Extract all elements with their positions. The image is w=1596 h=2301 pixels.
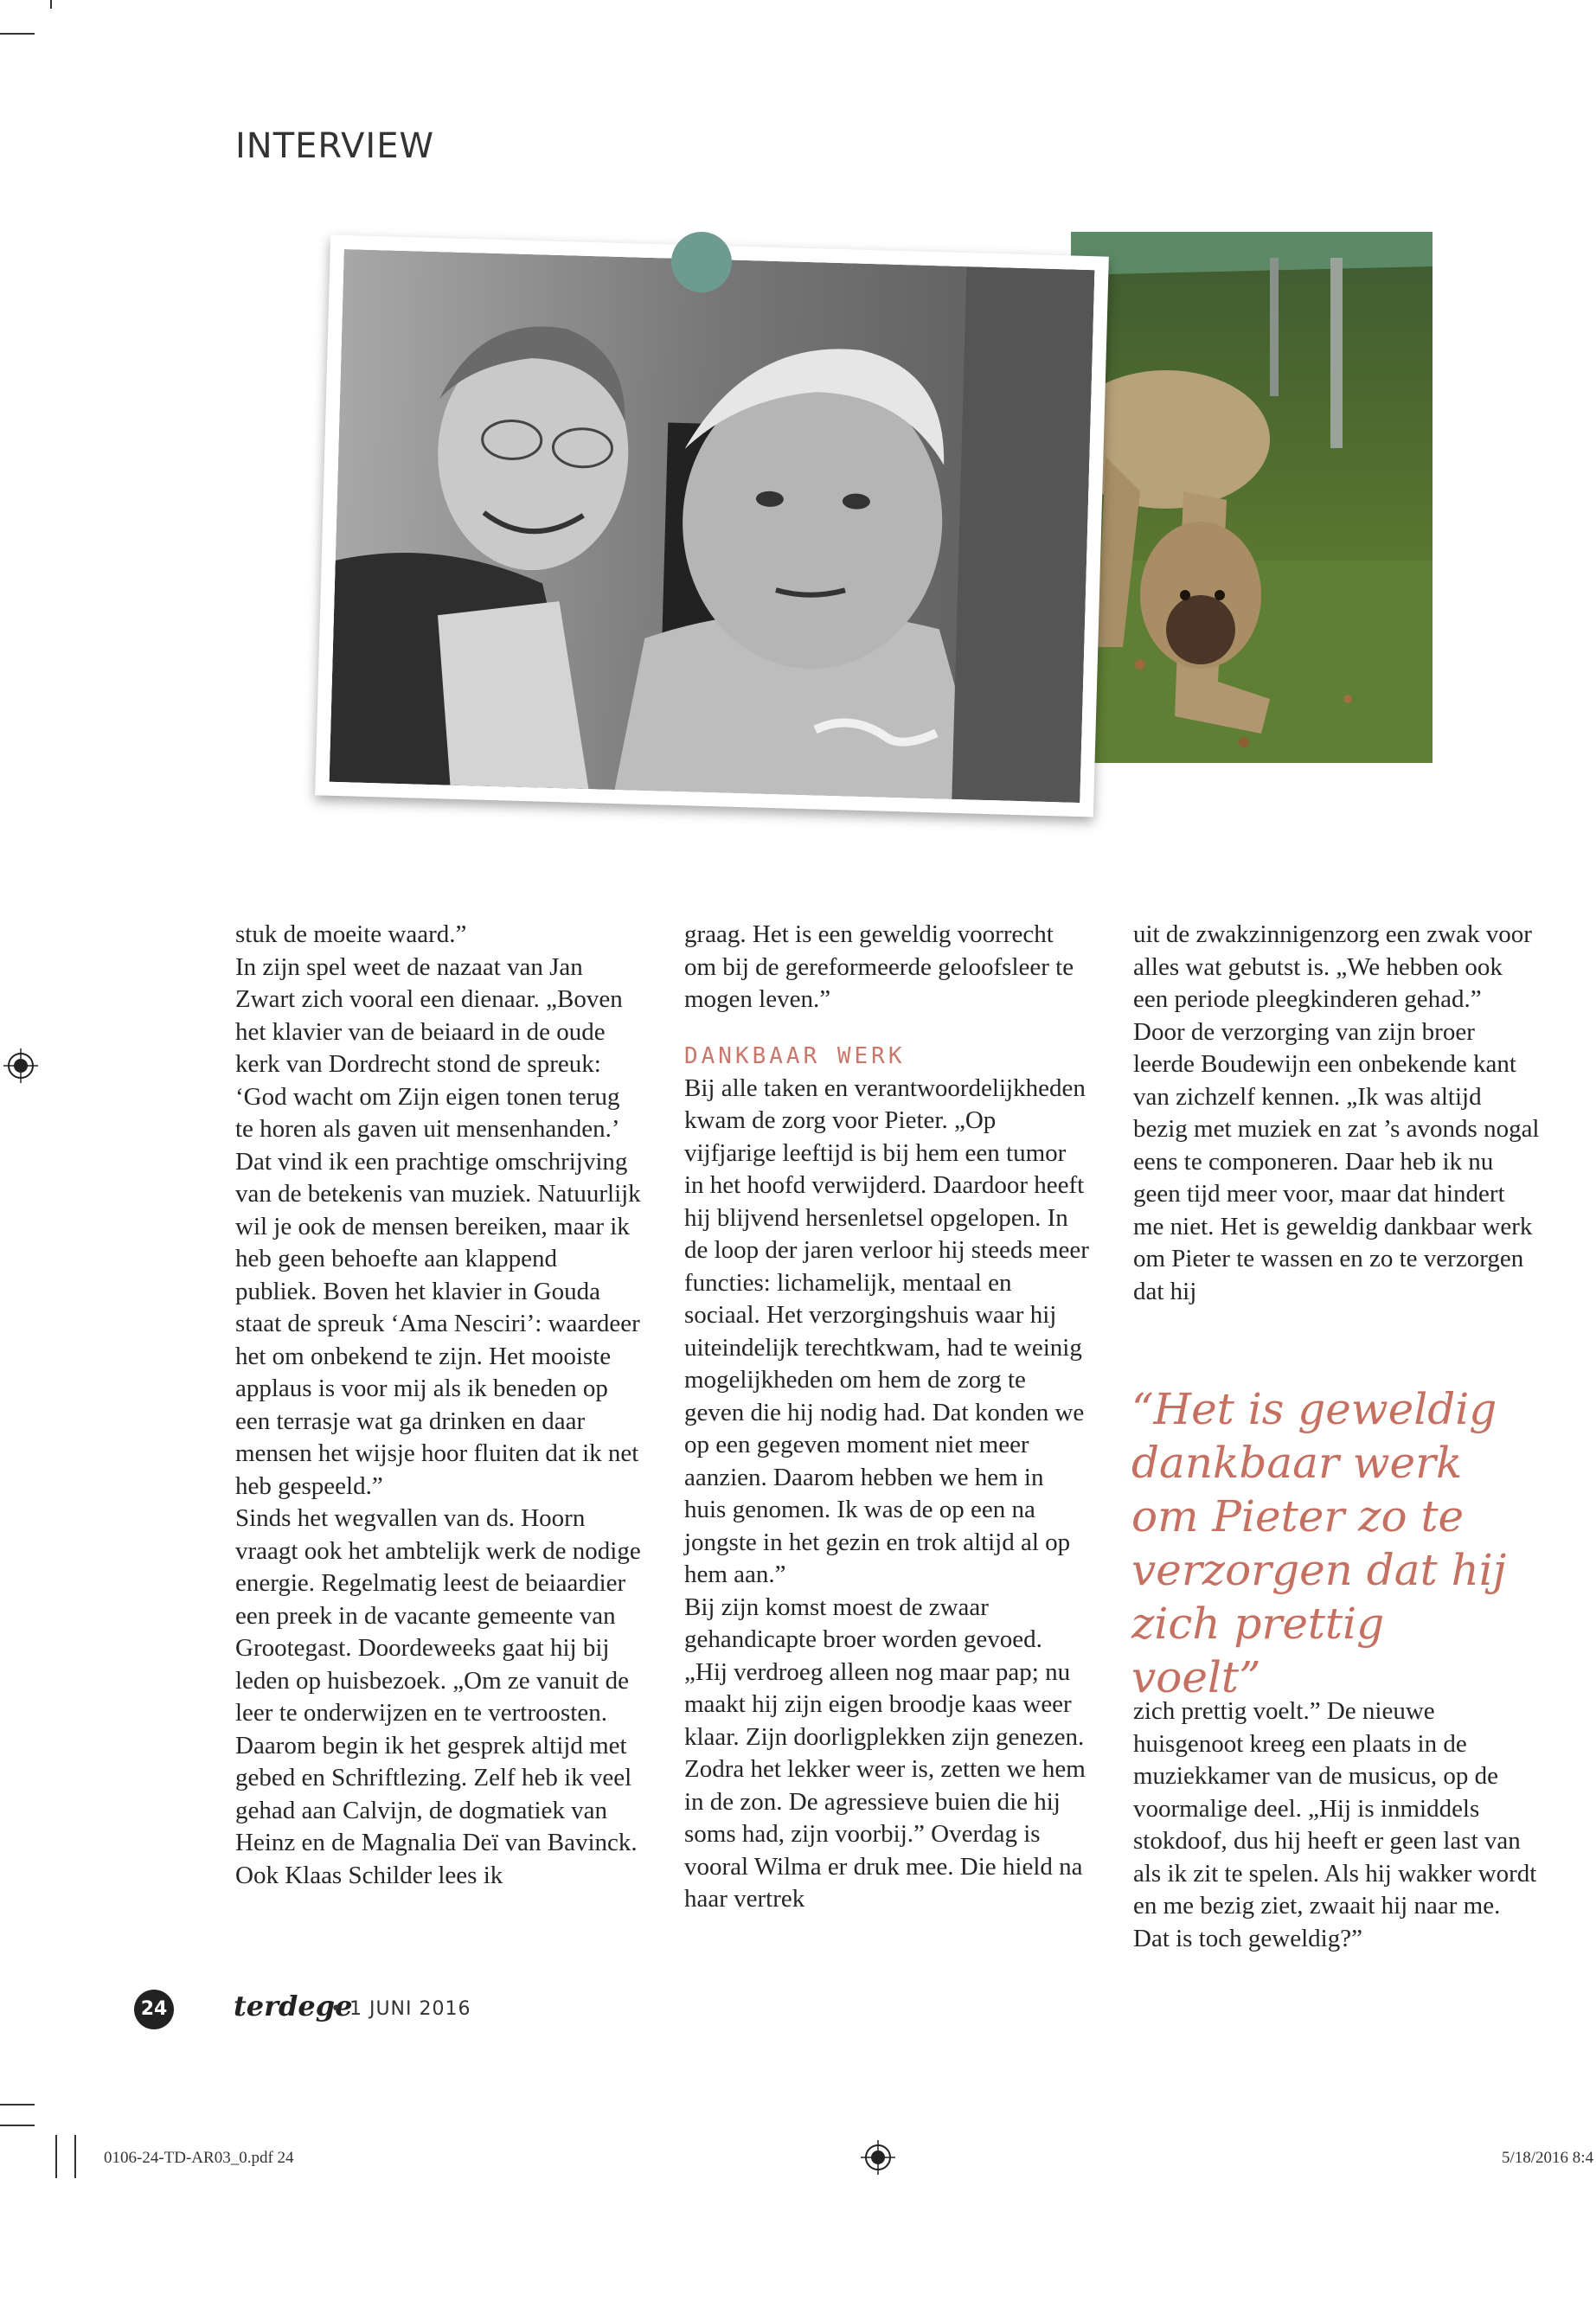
crop-mark (0, 2104, 35, 2106)
text-column-2 (684, 919, 1091, 1916)
text-column-3-continued (1133, 1695, 1540, 1955)
paragraph: Bij alle taken en verantwoordelijkheden kwam de zorg voor Pieter. „Op vijfjarige leeftijd is bij hem een tumor in het hoofd verwijderd. Daardoor heeft hij blijvend hersenletsel opgelopen. In de loop der jaren verloor hij steeds meer functies: lichamelijk, mentaal en sociaal. Het verzorgingshuis waar hij uiteindelijk terechtkwam, had te weinig mogelijkheden om hem de zorg te geven die hij nodig had. Dat konden we op een gegeven moment niet meer aanzien. Daarom hebben we hem in huis genomen. Ik was de op een na jongste in het gezin en trok altijd al op hem aan.” (684, 1074, 1089, 1588)
issue-date: • 1 JUNI 2016 (330, 1998, 471, 2020)
section-label: INTERVIEW (235, 126, 435, 166)
crop-mark (50, 0, 52, 9)
pull-quote: “Het is geweldig dankbaar werk om Pieter zo te verzorgen dat hij zich prettig voelt” (1131, 1384, 1507, 1702)
crop-mark (74, 2135, 76, 2178)
paragraph: zich prettig voelt.” De nieuwe huisgenoot kreeg een plaats in de muziekkamer van de musicus, op de voormalige deel. „Hij is inmiddels stokdoof, dus hij heeft er geen last van als ik zit te spelen. Als hij wakker wordt en me bezig ziet, zwaait hij naar me. Dat is toch geweldig?” (1133, 1697, 1537, 1952)
paragraph: Door de verzorging van zijn broer leerde Boudewijn een onbekende kant van zichzelf kennen. „Ik was altijd bezig met muziek en zat ’s avonds nogal eens te componeren. Daar heb ik nu geen tijd meer voor, maar dat hindert me niet. Het is geweldig dankbaar werk om Pieter te wassen en zo te verzorgen dat hij (1133, 1017, 1540, 1305)
main-photo (315, 235, 1109, 817)
crop-mark (55, 2135, 57, 2178)
dog-photo (1071, 232, 1433, 763)
crop-mark (0, 2125, 35, 2126)
paragraph: graag. Het is een geweldig voorrecht om bij de gereformeerde geloofsleer te mogen leven.” (684, 920, 1074, 1013)
main-photo-image (330, 249, 1095, 803)
registration-mark-icon (861, 2140, 895, 2175)
magazine-logo: terdege (234, 1990, 353, 2022)
text-column-1 (235, 919, 642, 1892)
paragraph: In zijn spel weet de nazaat van Jan Zwart zich vooral een dienaar. „Boven het klavier van de beiaard in de oude kerk van Dordrecht stond de spreuk: ‘God wacht om Zijn eigen tonen terug te horen als gaven uit mensenhanden.’ Dat vind ik een prachtige omschrijving van de betekenis van muziek. Natuurlijk wil je ook de mensen bereiken, maar ik heb geen behoefte aan klappend publiek. Boven het klavier in Gouda staat de spreuk ‘Ama Nesciri’: waardeer het om onbekend te zijn. Het mooiste applaus is voor mij als ik beneden op een terrasje wat ga drinken en daar mensen het wijsje hoor fluiten dat ik net heb gespeeld.” (235, 952, 641, 1500)
paragraph: Bij zijn komst moest de zwaar gehandicapte broer worden gevoed. „Hij verdroeg alleen nog maar pap; nu maakt hij zijn eigen broodje kaas weer klaar. Zijn doorligplekken zijn genezen. Zodra het lekker weer is, zetten we hem in de zon. De agressieve buien die hij soms had, zijn voorbij.” Overdag is vooral Wilma er druk mee. Die hield na haar vertrek (684, 1593, 1086, 1913)
printer-slug-file: 0106-24-TD-AR03_0.pdf 24 (104, 2149, 294, 2167)
dog-image (1071, 232, 1433, 763)
photo-pin (671, 232, 732, 292)
printer-slug-date: 5/18/2016 8:4 (1502, 2149, 1594, 2167)
paragraph: stuk de moeite waard.” (235, 920, 467, 948)
crop-mark (0, 33, 35, 35)
paragraph: Sinds het wegvallen van ds. Hoorn vraagt ook het ambtelijk werk de nodige energie. Regelmatig leest de beiaardier een preek in de vacante gemeente van Grootegast. Doordeweeks gaat hij bij leden op huisbezoek. „Om ze vanuit de leer te onderwijzen en te vertroosten. Daarom begin ik het gesprek altijd met gebed en Schriftlezing. Zelf heb ik veel gehad aan Calvijn, de dogmatiek van Heinz en de Magnalia Deï van Bavinck. Ook Klaas Schilder lees ik (235, 1504, 641, 1889)
registration-mark-icon (3, 1048, 38, 1083)
spacer (684, 1016, 1091, 1041)
portrait-image (330, 249, 1095, 803)
page-number: 24 (134, 1990, 174, 2029)
text-column-3 (1133, 919, 1540, 1308)
subheading: DANKBAAR WERK (684, 1042, 906, 1069)
paragraph: uit de zwakzinnigenzorg een zwak voor alles wat gebutst is. „We hebben ook een periode pleegkinderen gehad.” (1133, 920, 1532, 1013)
